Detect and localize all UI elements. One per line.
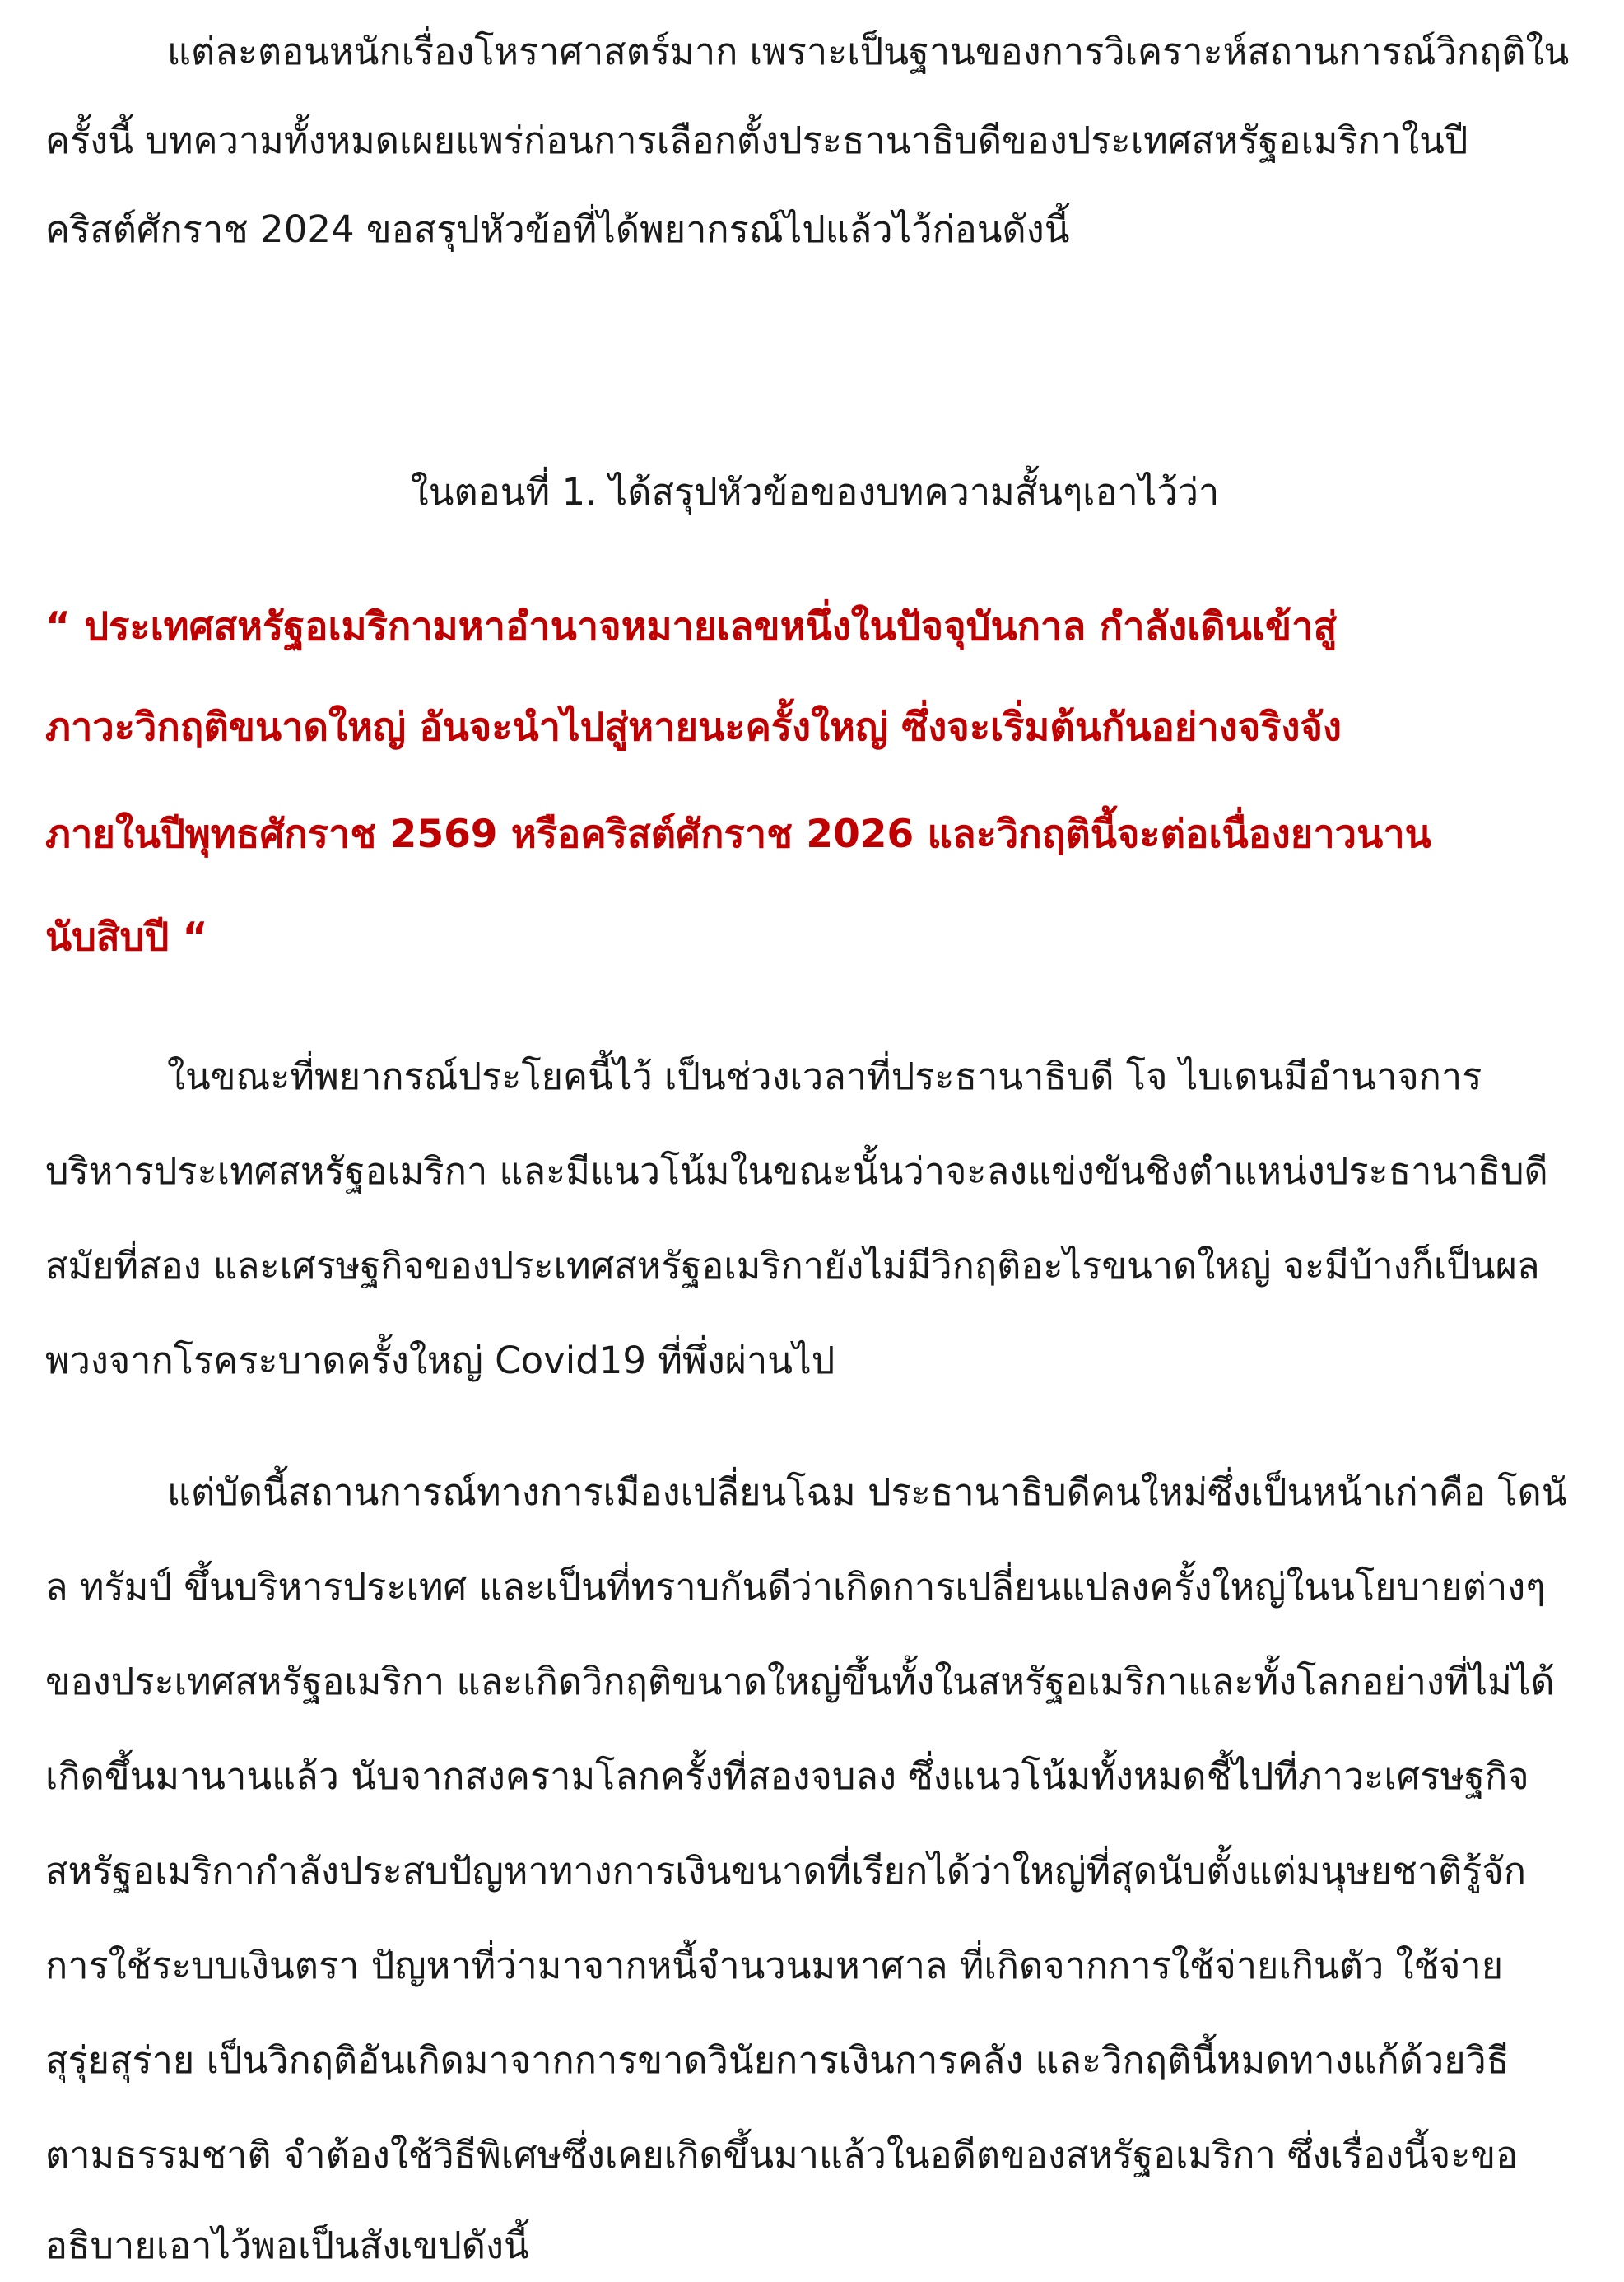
paragraph-5-line-7: สุรุ่ยสุร่าย เป็นวิกฤติอันเกิดมาจากการขาดวินัยการเงินการคลัง และวิกฤตินี้หมดทางแก้ด้วยวิธี [45,2038,1510,2082]
paragraph-5-line-3: ของประเทศสหรัฐอเมริกา และเกิดวิกฤติขนาดใหญ่ขึ้นทั้งในสหรัฐอเมริกาและทั้งโลกอย่างที่ไม่ได้ [45,1660,1555,1703]
paragraph-5-line-2: ล ทรัมป์ ขึ้นบริหารประเทศ และเป็นที่ทราบกันดีว่าเกิดการเปลี่ยนแปลงครั้งใหญ่ในนโยบายต่างๆ [45,1565,1546,1609]
paragraph-1-line-3: คริสต์ศักราช 2024 ขอสรุปหัวข้อที่ได้พยากรณ์ไปแล้วไว้ก่อนดังนี้ [45,207,1070,251]
paragraph-5-line-4: เกิดขึ้นมานานแล้ว นับจากสงครามโลกครั้งที่สองจบลง ซึ่งแนวโน้มทั้งหมดชี้ไปที่ภาวะเศรษฐกิจ [45,1754,1529,1798]
paragraph-1-line-2: ครั้งนี้ บทความทั้งหมดเผยแพร่ก่อนการเลือกตั้งประธานาธิบดีของประเทศสหรัฐอเมริกาในปี [45,119,1468,162]
paragraph-4-line-2: บริหารประเทศสหรัฐอเมริกา และมีแนวโน้มในขณะนั้นว่าจะลงแข่งขันชิงตำแหน่งประธานาธิบดี [45,1149,1548,1193]
quote-line-3: ภายในปีพุทธศักราช 2569 หรือคริสต์ศักราช 2026 และวิกฤตินี้จะต่อเนื่องยาวนาน [45,812,1431,857]
quote-line-1: “ ประเทศสหรัฐอเมริกามหาอำนาจหมายเลขหนึ่งในปัจจุบันกาล กำลังเดินเข้าสู่ [45,604,1338,650]
section-intro-line: ในตอนที่ 1. ได้สรุปหัวข้อของบทความสั้นๆเอาไว้ว่า [410,470,1220,514]
paragraph-5-line-8: ตามธรรมชาติ จำต้องใช้วิธีพิเศษซึ่งเคยเกิดขึ้นมาแล้วในอดีตของสหรัฐอเมริกา ซึ่งเรื่องนี้จะขอ [45,2133,1519,2177]
quote-line-4: นับสิบปี “ [45,915,208,960]
paragraph-5-line-5: สหรัฐอเมริกากำลังประสบปัญหาทางการเงินขนาดที่เรียกได้ว่าใหญ่ที่สุดนับตั้งแต่มนุษยชาติรู้จัก [45,1849,1527,1893]
quote-line-2: ภาวะวิกฤติขนาดใหญ่ อันจะนำไปสู่หายนะครั้งใหญ่ ซึ่งจะเริ่มต้นกันอย่างจริงจัง [45,705,1342,750]
paragraph-4-line-1: ในขณะที่พยากรณ์ประโยคนี้ไว้ เป็นช่วงเวลาที่ประธานาธิบดี โจ ไบเดนมีอำนาจการ [167,1055,1482,1098]
paragraph-1-line-1: แต่ละตอนหนักเรื่องโหราศาสตร์มาก เพราะเป็นฐานของการวิเคราะห์สถานการณ์วิกฤติใน [167,30,1570,73]
paragraph-4-line-3: สมัยที่สอง และเศรษฐกิจของประเทศสหรัฐอเมริกายังไม่มีวิกฤติอะไรขนาดใหญ่ จะมีบ้างก็เป็นผล [45,1244,1540,1288]
paragraph-5-line-6: การใช้ระบบเงินตรา ปัญหาที่ว่ามาจากหนี้จำนวนมหาศาล ที่เกิดจากการใช้จ่ายเกินตัว ใช้จ่าย [45,1944,1504,1987]
paragraph-5-line-9: อธิบายเอาไว้พอเป็นสังเขปดังนี้ [45,2224,529,2267]
paragraph-4-line-4: พวงจากโรคระบาดครั้งใหญ่ Covid19 ที่พึ่งผ่านไป [45,1339,835,1382]
paragraph-5-line-1: แต่บัดนี้สถานการณ์ทางการเมืองเปลี่ยนโฉม ประธานาธิบดีคนใหม่ซึ่งเป็นหน้าเก่าคือ โดนั [167,1470,1567,1514]
